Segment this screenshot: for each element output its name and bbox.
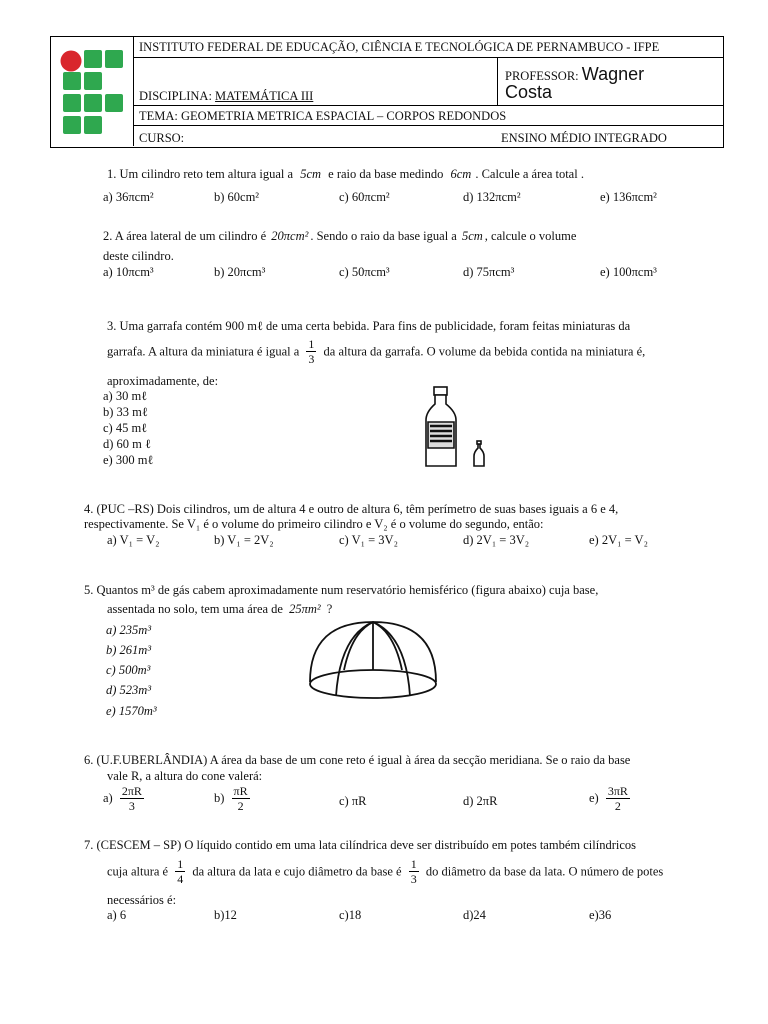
q7-option-e: e)36 [589, 908, 612, 922]
q5-option-c: c) 500m³ [106, 663, 151, 677]
institution-name: INSTITUTO FEDERAL DE EDUCAÇÃO, CIÊNCIA E TECNOLÓGICA DE PERNAMBUCO - IFPE [139, 40, 660, 54]
q4-option-e: e) 2V₁ = V₂ [589, 533, 648, 547]
q1-option-e: e) 136πcm² [600, 190, 657, 204]
discipline-label: DISCIPLINA: [139, 89, 212, 103]
discipline-value: MATEMÁTICA III [215, 89, 314, 103]
q3-option-c: c) 45 mℓ [103, 421, 148, 435]
q6-option-a: a) $\frac{2\pi R}{3}$ [103, 784, 142, 813]
q1-option-a: a) 36πcm² [103, 190, 154, 204]
fraction-one-third: $\frac{1}{3}$ [308, 337, 315, 366]
theme-text: TEMA: GEOMETRIA METRICA ESPACIAL – CORPOS REDONDOS [139, 109, 507, 123]
q4-option-b: b) V₁ = 2V₂ [214, 533, 274, 547]
q6-option-d: d) 2πR [463, 794, 498, 808]
fraction-one-fourth: $\frac{1}{4}$ [177, 857, 184, 886]
q5-option-b: b) 261m³ [106, 643, 152, 657]
professor-surname: Costa [505, 82, 553, 102]
q2-option-b: b) 20πcm³ [214, 265, 266, 279]
header-box [50, 36, 724, 148]
q2-option-a: a) 10πcm³ [103, 265, 154, 279]
q7-option-d: d)24 [463, 908, 486, 922]
question-1: 1. Um cilindro reto tem altura igual a 5cm e raio da base medindo 6cm . Calcule a área total . [107, 167, 584, 181]
question-7-line-3: necessários é: [107, 893, 177, 907]
q2-option-d: d) 75πcm³ [463, 265, 515, 279]
bottle-illustration [418, 384, 493, 470]
question-4-line-1: 4. (PUC –RS) Dois cilindros, um de altura 4 e outro de altura 6, têm perímetro de suas bases iguais a 6 e 4, [84, 502, 619, 516]
q3-option-d: d) 60 m ℓ [103, 437, 151, 451]
professor-label: PROFESSOR: [505, 69, 579, 83]
q1-option-d: d) 132πcm² [463, 190, 521, 204]
q6-option-b: b) $\frac{\pi R}{2}$ [214, 784, 248, 813]
question-4-line-2: respectivamente. Se V₁ é o volume do primeiro cilindro e V₂ é o volume do segundo, então: [84, 517, 544, 531]
q7-option-b: b)12 [214, 908, 237, 922]
question-3-line-2: garrafa. A altura da miniatura é igual a $\frac{1}{3}$ da altura da garrafa. O volume da bebida contida na miniatura é, [107, 337, 646, 366]
q1-option-b: b) 60cm² [214, 190, 260, 204]
q7-option-a: a) 6 [107, 908, 127, 922]
professor-name: Wagner [581, 64, 645, 84]
hemisphere-illustration [306, 618, 440, 702]
q3-option-b: b) 33 mℓ [103, 405, 148, 419]
question-7-line-1: 7. (CESCEM – SP) O líquido contido em uma lata cilíndrica deve ser distribuído em potes também cilíndricos [84, 838, 636, 852]
question-7-line-2: cuja altura é $\frac{1}{4}$ da altura da lata e cujo diâmetro da base é $\frac{1}{3}$ do diâmetro da base da lata. O número de potes [107, 857, 664, 886]
q1-option-c: c) 60πcm² [339, 190, 390, 204]
question-2-line-2: deste cilindro. [103, 249, 174, 263]
question-2: 2. A área lateral de um cilindro é 20πcm² . Sendo o raio da base igual a 5cm , calcule o volume [103, 229, 577, 243]
question-5-line-2: assentada no solo, tem uma área de 25πm² ? [107, 602, 333, 616]
q4-option-c: c) V₁ = 3V₂ [339, 533, 398, 547]
q6-option-c: c) πR [339, 794, 367, 808]
q3-option-a: a) 30 mℓ [103, 389, 148, 403]
course-value: ENSINO MÉDIO INTEGRADO [501, 131, 667, 145]
q4-option-d: d) 2V₁ = 3V₂ [463, 533, 530, 547]
q4-option-a: a) V₁ = V₂ [107, 533, 160, 547]
q7-option-c: c)18 [339, 908, 362, 922]
q5-option-a: a) 235m³ [106, 623, 152, 637]
question-3-line-1: 3. Uma garrafa contém 900 mℓ de uma certa bebida. Para fins de publicidade, foram feitas miniaturas da [107, 319, 631, 333]
question-3-line-3: aproximadamente, de: [107, 374, 219, 388]
q3-option-e: e) 300 mℓ [103, 453, 154, 467]
q6-option-e: e) $\frac{3\pi R}{2}$ [589, 784, 628, 813]
ifpe-logo [51, 37, 134, 146]
question-5-line-1: 5. Quantos m³ de gás cabem aproximadamente num reservatório hemisférico (figura abaixo) cuja base, [84, 583, 599, 597]
question-6-line-2: vale R, a altura do cone valerá: [107, 769, 263, 783]
course-label: CURSO: [139, 131, 185, 145]
q2-option-c: c) 50πcm³ [339, 265, 390, 279]
q5-option-e: e) 1570m³ [106, 704, 157, 718]
fraction-one-third-b: $\frac{1}{3}$ [410, 857, 417, 886]
q2-option-e: e) 100πcm³ [600, 265, 657, 279]
question-6-line-1: 6. (U.F.UBERLÂNDIA) A área da base de um cone reto é igual à área da secção meridiana. Se o raio da base [84, 753, 631, 767]
ifpe-logo-icon [51, 37, 133, 146]
q5-option-d: d) 523m³ [106, 683, 152, 697]
